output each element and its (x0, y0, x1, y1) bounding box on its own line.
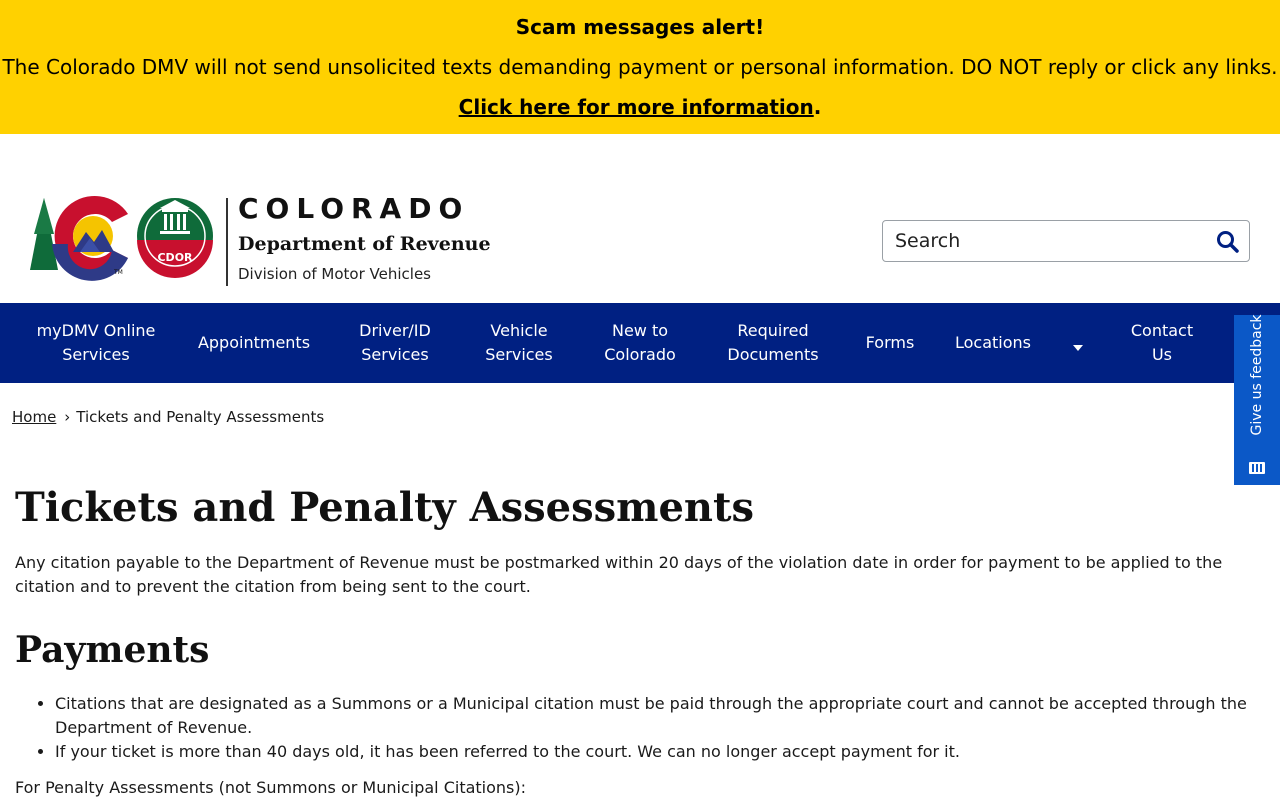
colorado-c-logo-icon (28, 194, 228, 284)
feedback-tab[interactable] (1234, 315, 1280, 485)
feedback-form-icon (1249, 459, 1265, 473)
nav-item-driver-id-services[interactable]: Driver/ID Services (359, 321, 431, 364)
locations-dropdown-caret-icon[interactable] (1071, 338, 1085, 348)
cdor-label: CDOR (157, 251, 193, 264)
search-input[interactable] (883, 221, 1203, 261)
main-navigation (0, 303, 1280, 383)
wordmark-colorado: COLORADO (238, 192, 470, 225)
alert-body: The Colorado DMV will not send unsolicited texts demanding payment or personal information. DO NOT reply or click any links. (2, 55, 1278, 79)
wordmark-department: Department of Revenue (238, 233, 491, 255)
breadcrumb (12, 406, 324, 428)
payments-list (15, 692, 1260, 764)
nav-item-contact-us[interactable]: Contact Us (1130, 321, 1194, 364)
wordmark-division: Division of Motor Vehicles (238, 265, 431, 283)
feedback-label: Give us feedback (1249, 314, 1265, 436)
alert-more-info-link[interactable]: Click here for more information (458, 95, 814, 119)
payments-heading: Payments (15, 629, 210, 671)
alert-title: Scam messages alert! (515, 15, 765, 39)
alert-link-line (0, 94, 1280, 120)
scam-alert-banner (0, 0, 1280, 134)
nav-item-vehicle-services[interactable]: Vehicle Services (485, 321, 553, 364)
search-icon[interactable] (1215, 229, 1241, 255)
page-title: Tickets and Penalty Assessments (15, 484, 755, 531)
nav-item-forms[interactable]: Forms (865, 333, 915, 352)
logo-tm: TM (114, 269, 123, 276)
logo-divider (226, 198, 228, 286)
penalty-assessments-note: For Penalty Assessments (not Summons or Municipal Citations): (15, 778, 527, 797)
list-item: • If your ticket is more than 40 days old, it has been referred to the court. We can no longer accept payment for it. (55, 740, 1260, 764)
dor-wordmark[interactable] (238, 192, 491, 284)
list-item: • Citations that are designated as a Summons or a Municipal citation must be paid through the appropriate court and cannot be accepted through the Department of Revenue. (55, 692, 1260, 740)
nav-item-appointments[interactable]: Appointments (197, 333, 311, 352)
nav-item-new-to-colorado[interactable]: New to Colorado (604, 321, 676, 364)
breadcrumb-separator: › (64, 408, 71, 426)
nav-item-locations[interactable]: Locations (954, 333, 1031, 352)
search-box (882, 220, 1250, 262)
alert-link-suffix: . (813, 95, 822, 119)
breadcrumb-home-link[interactable]: Home (12, 408, 57, 426)
nav-item-mydmv-online-services[interactable]: myDMV Online Services (36, 321, 156, 364)
nav-item-required-documents[interactable]: Required Documents (727, 321, 819, 364)
breadcrumb-current: Tickets and Penalty Assessments (76, 408, 325, 426)
intro-paragraph: Any citation payable to the Department of Revenue must be postmarked within 20 days of the violation date in order for payment to be applied to the citation and to prevent the citation from being sent to the court. (15, 553, 1223, 596)
